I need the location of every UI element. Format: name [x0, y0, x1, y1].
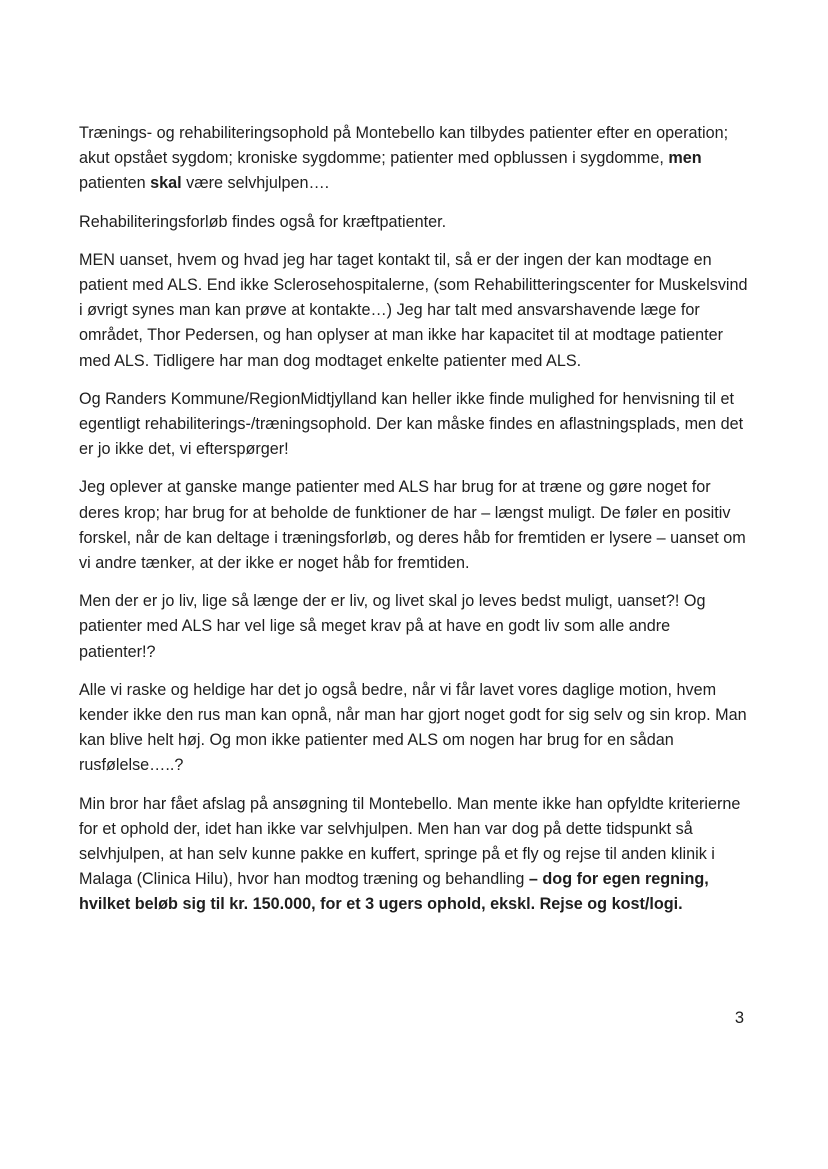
paragraph [79, 210, 751, 235]
text-run: MEN uanset, hvem og hvad jeg har taget kontakt til, så er der ingen der kan modtage en patient med ALS. End ikke Sclerosehospitalerne, (som Rehabilitteringscenter for Muskelsvind i øvrigt synes man kan prøve at kontakte…) Jeg har talt med ansvarshavende læge for området, Thor Pedersen, og han oplyser at man ikke har kapacitet til at modtage patienter med ALS. Tidligere har man dog modtaget enkelte patienter med ALS. [79, 250, 748, 370]
paragraph [79, 387, 751, 463]
bold-text-run: men [668, 149, 702, 168]
paragraph [79, 121, 751, 197]
paragraph [79, 678, 751, 779]
text-run: Rehabiliteringsforløb findes også for kræftpatienter. [79, 212, 447, 231]
text-run: Men der er jo liv, lige så længe der er liv, og livet skal jo leves bedst muligt, uanset?! Og patienter med ALS har vel lige så meget krav på at have en godt liv som alle andre patienter!? [79, 592, 706, 661]
text-run: være selvhjulpen…. [181, 174, 330, 193]
paragraph [79, 792, 751, 918]
paragraph [79, 589, 751, 665]
bold-text-run: skal [150, 174, 182, 193]
text-run: Og Randers Kommune/RegionMidtjylland kan heller ikke finde mulighed for henvisning til et egentligt rehabiliterings-/træningsophold. Der kan måske findes en aflastningsplads, men det er jo ikke det, vi efterspørger! [79, 389, 744, 459]
text-run: Trænings- og rehabiliteringsophold på Montebello kan tilbydes patienter efter en operation; akut opstået sygdom; kroniske sygdomme; patienter med opblussen i sygdomme, [79, 124, 729, 168]
text-run: patienten [79, 174, 151, 193]
page-number: 3 [734, 1009, 744, 1027]
text-run: Min bror har fået afslag på ansøgning til Montebello. Man mente ikke han opfyldte kriterierne for et ophold der, idet han ikke var selvhjulpen. Men han var dog på dette tidspunkt så selvhjulpen, at han selv kunne pakke en kuffert, springe på et fly og rejse til anden klinik i Malaga (Clinica Hilu), hvor han modtog træning og behandling [79, 794, 741, 889]
text-run: Alle vi raske og heldige har det jo også bedre, når vi får lavet vores daglige motion, hvem kender ikke den rus man kan opnå, når man har gjort noget godt for sig selv og sin krop. Man kan blive helt høj. Og mon ikke patienter med ALS om nogen har brug for en sådan rusfølelse…..? [79, 680, 747, 775]
body-text [79, 121, 751, 931]
paragraph [79, 248, 751, 374]
paragraph [79, 475, 751, 576]
text-run: Jeg oplever at ganske mange patienter med ALS har brug for at træne og gøre noget for deres krop; har brug for at beholde de funktioner de har – længst muligt. De føler en positiv forskel, når de kan deltage i træningsforløb, og deres håb for fremtiden er lysere – uanset om vi andre tænker, at der ikke er noget håb for fremtiden. [79, 478, 746, 573]
bold-text-run: – dog for egen regning, hvilket beløb sig til kr. 150.000, for et 3 ugers ophold, ekskl. Rejse og kost/logi. [79, 870, 709, 914]
